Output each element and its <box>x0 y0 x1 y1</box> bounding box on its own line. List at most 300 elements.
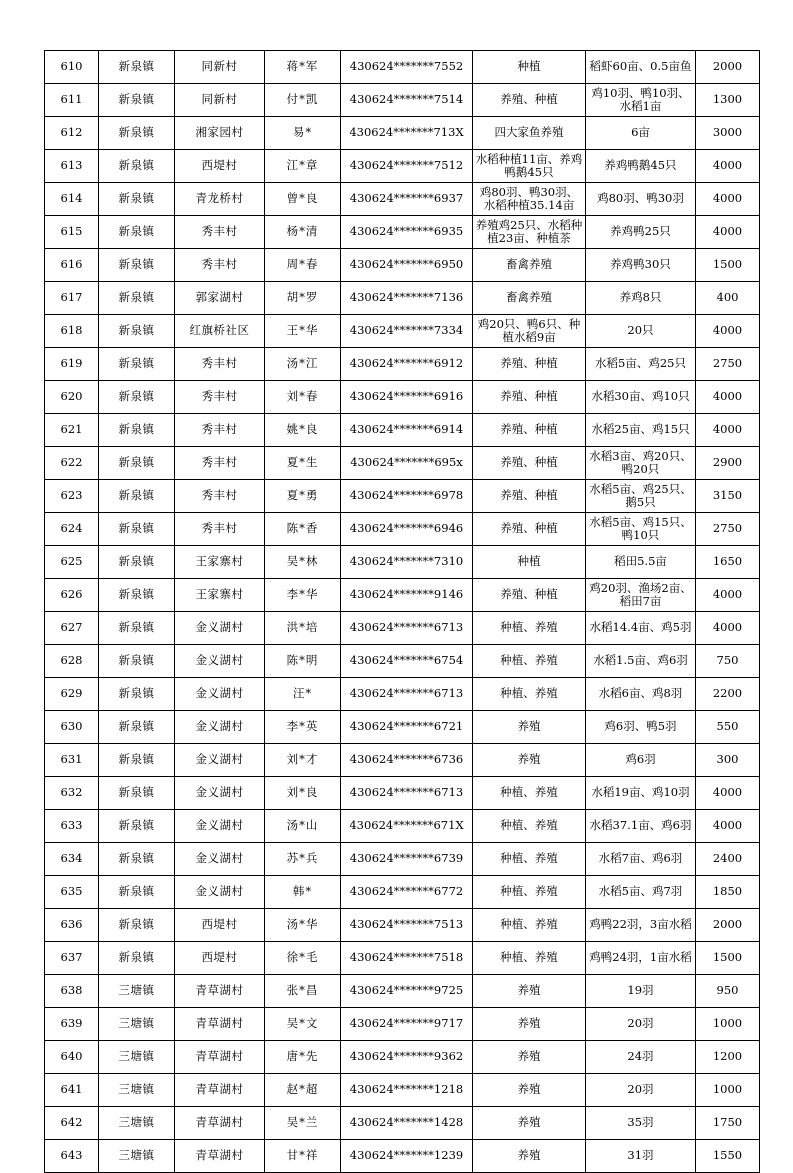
cell-id: 430624*******6946 <box>341 513 473 546</box>
cell-scale: 水稻19亩、鸡10羽 <box>586 777 696 810</box>
cell-type: 养殖 <box>473 711 586 744</box>
table-row <box>45 381 760 414</box>
cell-amount: 2750 <box>696 513 760 546</box>
cell-amount: 1000 <box>696 1074 760 1107</box>
cell-no: 620 <box>45 381 99 414</box>
cell-type: 养殖、种植 <box>473 348 586 381</box>
cell-type: 养殖、种植 <box>473 513 586 546</box>
cell-no: 614 <box>45 183 99 216</box>
cell-town: 三塘镇 <box>99 1107 175 1140</box>
cell-id: 430624*******695x <box>341 447 473 480</box>
cell-town: 新泉镇 <box>99 117 175 150</box>
cell-id: 430624*******9362 <box>341 1041 473 1074</box>
table-row <box>45 612 760 645</box>
cell-scale: 水稻5亩、鸡7羽 <box>586 876 696 909</box>
cell-name: 李*华 <box>265 579 341 612</box>
cell-no: 628 <box>45 645 99 678</box>
table-row <box>45 216 760 249</box>
cell-village: 金义湖村 <box>175 843 265 876</box>
cell-name: 易* <box>265 117 341 150</box>
cell-village: 青草湖村 <box>175 975 265 1008</box>
cell-village: 王家寨村 <box>175 579 265 612</box>
table-row <box>45 546 760 579</box>
cell-id: 430624*******6914 <box>341 414 473 447</box>
cell-scale: 水稻3亩、鸡20只、鸭20只 <box>586 447 696 480</box>
cell-name: 陈*明 <box>265 645 341 678</box>
cell-id: 430624*******9717 <box>341 1008 473 1041</box>
cell-scale: 水稻7亩、鸡6羽 <box>586 843 696 876</box>
cell-name: 赵*超 <box>265 1074 341 1107</box>
cell-type: 种植、养殖 <box>473 612 586 645</box>
cell-type: 养殖、种植 <box>473 480 586 513</box>
cell-id: 430624*******7512 <box>341 150 473 183</box>
table-row <box>45 480 760 513</box>
subsidy-table <box>44 50 760 1173</box>
cell-name: 洪*培 <box>265 612 341 645</box>
table-row <box>45 315 760 348</box>
cell-type: 养殖 <box>473 744 586 777</box>
cell-village: 西堤村 <box>175 942 265 975</box>
table-row <box>45 744 760 777</box>
cell-amount: 1500 <box>696 942 760 975</box>
cell-town: 新泉镇 <box>99 414 175 447</box>
cell-amount: 1200 <box>696 1041 760 1074</box>
cell-no: 640 <box>45 1041 99 1074</box>
cell-id: 430624*******6937 <box>341 183 473 216</box>
cell-amount: 1550 <box>696 1140 760 1173</box>
table-row <box>45 249 760 282</box>
cell-scale: 鸡6羽、鸭5羽 <box>586 711 696 744</box>
cell-scale: 20羽 <box>586 1074 696 1107</box>
cell-village: 金义湖村 <box>175 744 265 777</box>
cell-type: 种植、养殖 <box>473 645 586 678</box>
cell-no: 621 <box>45 414 99 447</box>
cell-id: 430624*******7552 <box>341 51 473 84</box>
cell-no: 643 <box>45 1140 99 1173</box>
cell-type: 养殖、种植 <box>473 414 586 447</box>
table-row <box>45 975 760 1008</box>
cell-id: 430624*******7136 <box>341 282 473 315</box>
cell-type: 养殖 <box>473 1140 586 1173</box>
cell-id: 430624*******6950 <box>341 249 473 282</box>
cell-town: 新泉镇 <box>99 678 175 711</box>
cell-scale: 鸡80羽、鸭30羽 <box>586 183 696 216</box>
table-row <box>45 678 760 711</box>
cell-town: 新泉镇 <box>99 216 175 249</box>
cell-no: 642 <box>45 1107 99 1140</box>
cell-scale: 水稻14.4亩、鸡5羽 <box>586 612 696 645</box>
cell-amount: 2200 <box>696 678 760 711</box>
cell-amount: 4000 <box>696 612 760 645</box>
cell-type: 四大家鱼养殖 <box>473 117 586 150</box>
cell-name: 杨*清 <box>265 216 341 249</box>
cell-no: 611 <box>45 84 99 117</box>
cell-id: 430624*******6912 <box>341 348 473 381</box>
cell-village: 秀丰村 <box>175 249 265 282</box>
table-row <box>45 1041 760 1074</box>
cell-type: 养殖、种植 <box>473 381 586 414</box>
cell-village: 秀丰村 <box>175 414 265 447</box>
cell-town: 新泉镇 <box>99 447 175 480</box>
table-row <box>45 282 760 315</box>
cell-town: 新泉镇 <box>99 843 175 876</box>
cell-id: 430624*******6978 <box>341 480 473 513</box>
cell-type: 种植、养殖 <box>473 909 586 942</box>
cell-town: 新泉镇 <box>99 51 175 84</box>
cell-type: 鸡20只、鸭6只、种植水稻9亩 <box>473 315 586 348</box>
cell-village: 秀丰村 <box>175 513 265 546</box>
table-row <box>45 1008 760 1041</box>
cell-no: 629 <box>45 678 99 711</box>
cell-scale: 水稻6亩、鸡8羽 <box>586 678 696 711</box>
cell-name: 汤*华 <box>265 909 341 942</box>
cell-amount: 4000 <box>696 216 760 249</box>
table-row <box>45 1107 760 1140</box>
cell-town: 三塘镇 <box>99 1074 175 1107</box>
cell-name: 徐*毛 <box>265 942 341 975</box>
cell-amount: 4000 <box>696 381 760 414</box>
cell-amount: 2900 <box>696 447 760 480</box>
cell-amount: 1850 <box>696 876 760 909</box>
cell-no: 616 <box>45 249 99 282</box>
cell-town: 新泉镇 <box>99 612 175 645</box>
cell-no: 630 <box>45 711 99 744</box>
cell-no: 631 <box>45 744 99 777</box>
cell-no: 627 <box>45 612 99 645</box>
cell-name: 夏*生 <box>265 447 341 480</box>
cell-amount: 300 <box>696 744 760 777</box>
cell-name: 周*春 <box>265 249 341 282</box>
cell-scale: 水稻30亩、鸡10只 <box>586 381 696 414</box>
cell-village: 秀丰村 <box>175 216 265 249</box>
cell-scale: 养鸡8只 <box>586 282 696 315</box>
cell-type: 养殖、种植 <box>473 447 586 480</box>
cell-amount: 4000 <box>696 579 760 612</box>
cell-scale: 鸡鸭24羽，1亩水稻 <box>586 942 696 975</box>
cell-scale: 鸡6羽 <box>586 744 696 777</box>
cell-town: 三塘镇 <box>99 975 175 1008</box>
cell-id: 430624*******9725 <box>341 975 473 1008</box>
table-body <box>45 51 760 1173</box>
cell-scale: 水稻1.5亩、鸡6羽 <box>586 645 696 678</box>
cell-type: 种植、养殖 <box>473 810 586 843</box>
cell-name: 刘*才 <box>265 744 341 777</box>
cell-scale: 6亩 <box>586 117 696 150</box>
cell-town: 三塘镇 <box>99 1140 175 1173</box>
cell-village: 青草湖村 <box>175 1008 265 1041</box>
cell-name: 汤*江 <box>265 348 341 381</box>
cell-type: 养殖鸡25只、水稻种植23亩、种植茶 <box>473 216 586 249</box>
cell-id: 430624*******6916 <box>341 381 473 414</box>
cell-town: 新泉镇 <box>99 546 175 579</box>
cell-type: 畜禽养殖 <box>473 249 586 282</box>
cell-type: 养殖 <box>473 1074 586 1107</box>
cell-no: 626 <box>45 579 99 612</box>
cell-village: 金义湖村 <box>175 777 265 810</box>
cell-name: 刘*春 <box>265 381 341 414</box>
cell-village: 金义湖村 <box>175 810 265 843</box>
table-row <box>45 843 760 876</box>
cell-name: 苏*兵 <box>265 843 341 876</box>
cell-id: 430624*******6935 <box>341 216 473 249</box>
cell-no: 636 <box>45 909 99 942</box>
cell-amount: 1300 <box>696 84 760 117</box>
cell-town: 新泉镇 <box>99 282 175 315</box>
cell-scale: 31羽 <box>586 1140 696 1173</box>
cell-village: 同新村 <box>175 51 265 84</box>
cell-amount: 1650 <box>696 546 760 579</box>
cell-id: 430624*******7514 <box>341 84 473 117</box>
cell-id: 430624*******6739 <box>341 843 473 876</box>
cell-town: 新泉镇 <box>99 777 175 810</box>
table-row <box>45 645 760 678</box>
cell-no: 623 <box>45 480 99 513</box>
cell-village: 秀丰村 <box>175 381 265 414</box>
cell-scale: 稻田5.5亩 <box>586 546 696 579</box>
cell-amount: 3150 <box>696 480 760 513</box>
cell-scale: 鸡鸭22羽，3亩水稻 <box>586 909 696 942</box>
cell-scale: 养鸡鸭30只 <box>586 249 696 282</box>
cell-town: 新泉镇 <box>99 480 175 513</box>
cell-town: 新泉镇 <box>99 315 175 348</box>
cell-no: 632 <box>45 777 99 810</box>
cell-no: 633 <box>45 810 99 843</box>
cell-no: 635 <box>45 876 99 909</box>
cell-no: 624 <box>45 513 99 546</box>
cell-amount: 950 <box>696 975 760 1008</box>
cell-name: 江*章 <box>265 150 341 183</box>
cell-id: 430624*******713X <box>341 117 473 150</box>
table-row <box>45 876 760 909</box>
cell-name: 陈*香 <box>265 513 341 546</box>
cell-town: 新泉镇 <box>99 744 175 777</box>
cell-name: 甘*祥 <box>265 1140 341 1173</box>
cell-no: 615 <box>45 216 99 249</box>
table-row <box>45 183 760 216</box>
cell-scale: 19羽 <box>586 975 696 1008</box>
cell-no: 639 <box>45 1008 99 1041</box>
cell-village: 青草湖村 <box>175 1074 265 1107</box>
cell-id: 430624*******6721 <box>341 711 473 744</box>
cell-type: 种植 <box>473 51 586 84</box>
cell-type: 养殖 <box>473 1107 586 1140</box>
cell-amount: 400 <box>696 282 760 315</box>
cell-amount: 550 <box>696 711 760 744</box>
cell-name: 夏*勇 <box>265 480 341 513</box>
cell-town: 新泉镇 <box>99 381 175 414</box>
cell-scale: 水稻5亩、鸡15只、鸭10只 <box>586 513 696 546</box>
cell-no: 638 <box>45 975 99 1008</box>
table-row <box>45 1140 760 1173</box>
cell-no: 625 <box>45 546 99 579</box>
cell-town: 新泉镇 <box>99 579 175 612</box>
cell-village: 金义湖村 <box>175 876 265 909</box>
cell-name: 吴*兰 <box>265 1107 341 1140</box>
cell-name: 汤*山 <box>265 810 341 843</box>
cell-village: 湘家园村 <box>175 117 265 150</box>
cell-id: 430624*******7334 <box>341 315 473 348</box>
cell-amount: 1500 <box>696 249 760 282</box>
cell-name: 刘*良 <box>265 777 341 810</box>
cell-town: 新泉镇 <box>99 348 175 381</box>
cell-village: 秀丰村 <box>175 480 265 513</box>
table-row <box>45 909 760 942</box>
cell-type: 种植、养殖 <box>473 777 586 810</box>
cell-type: 养殖、种植 <box>473 84 586 117</box>
cell-scale: 水稻25亩、鸡15只 <box>586 414 696 447</box>
cell-scale: 20只 <box>586 315 696 348</box>
table-row <box>45 711 760 744</box>
cell-no: 610 <box>45 51 99 84</box>
cell-type: 养殖 <box>473 1008 586 1041</box>
cell-name: 姚*良 <box>265 414 341 447</box>
cell-amount: 1000 <box>696 1008 760 1041</box>
cell-town: 三塘镇 <box>99 1008 175 1041</box>
cell-village: 青草湖村 <box>175 1140 265 1173</box>
cell-scale: 35羽 <box>586 1107 696 1140</box>
cell-amount: 4000 <box>696 810 760 843</box>
cell-id: 430624*******7513 <box>341 909 473 942</box>
cell-village: 红旗桥社区 <box>175 315 265 348</box>
cell-no: 618 <box>45 315 99 348</box>
cell-name: 韩* <box>265 876 341 909</box>
cell-type: 种植 <box>473 546 586 579</box>
cell-id: 430624*******9146 <box>341 579 473 612</box>
cell-scale: 水稻5亩、鸡25只、鹅5只 <box>586 480 696 513</box>
cell-scale: 20羽 <box>586 1008 696 1041</box>
cell-id: 430624*******6713 <box>341 678 473 711</box>
cell-amount: 4000 <box>696 183 760 216</box>
table-row <box>45 414 760 447</box>
cell-scale: 养鸡鸭25只 <box>586 216 696 249</box>
table-row <box>45 84 760 117</box>
cell-amount: 4000 <box>696 150 760 183</box>
cell-village: 金义湖村 <box>175 678 265 711</box>
table-row <box>45 447 760 480</box>
cell-amount: 1750 <box>696 1107 760 1140</box>
cell-scale: 水稻5亩、鸡25只 <box>586 348 696 381</box>
cell-id: 430624*******6772 <box>341 876 473 909</box>
cell-town: 新泉镇 <box>99 876 175 909</box>
cell-town: 新泉镇 <box>99 84 175 117</box>
cell-village: 青草湖村 <box>175 1041 265 1074</box>
cell-town: 新泉镇 <box>99 810 175 843</box>
cell-name: 吴*文 <box>265 1008 341 1041</box>
cell-scale: 24羽 <box>586 1041 696 1074</box>
cell-id: 430624*******6736 <box>341 744 473 777</box>
table-row <box>45 513 760 546</box>
table-row <box>45 117 760 150</box>
cell-name: 付*凯 <box>265 84 341 117</box>
cell-village: 金义湖村 <box>175 711 265 744</box>
cell-scale: 鸡20羽、渔场2亩、稻田7亩 <box>586 579 696 612</box>
cell-town: 新泉镇 <box>99 150 175 183</box>
cell-village: 青草湖村 <box>175 1107 265 1140</box>
cell-type: 种植、养殖 <box>473 843 586 876</box>
cell-name: 汪* <box>265 678 341 711</box>
cell-type: 鸡80羽、鸭30羽、水稻种植35.14亩 <box>473 183 586 216</box>
cell-type: 种植、养殖 <box>473 678 586 711</box>
cell-id: 430624*******6713 <box>341 777 473 810</box>
cell-name: 唐*先 <box>265 1041 341 1074</box>
cell-village: 金义湖村 <box>175 612 265 645</box>
cell-town: 新泉镇 <box>99 711 175 744</box>
cell-village: 西堤村 <box>175 150 265 183</box>
table-row <box>45 777 760 810</box>
cell-no: 622 <box>45 447 99 480</box>
cell-type: 水稻种植11亩、养鸡鸭鹅45只 <box>473 150 586 183</box>
cell-name: 吴*林 <box>265 546 341 579</box>
cell-name: 曾*良 <box>265 183 341 216</box>
cell-type: 养殖、种植 <box>473 579 586 612</box>
cell-amount: 4000 <box>696 315 760 348</box>
cell-no: 637 <box>45 942 99 975</box>
cell-name: 胡*罗 <box>265 282 341 315</box>
cell-amount: 4000 <box>696 777 760 810</box>
cell-town: 新泉镇 <box>99 645 175 678</box>
cell-name: 张*昌 <box>265 975 341 1008</box>
cell-type: 种植、养殖 <box>473 942 586 975</box>
cell-id: 430624*******1239 <box>341 1140 473 1173</box>
cell-no: 641 <box>45 1074 99 1107</box>
cell-no: 634 <box>45 843 99 876</box>
cell-town: 新泉镇 <box>99 942 175 975</box>
cell-scale: 稻虾60亩、0.5亩鱼 <box>586 51 696 84</box>
cell-scale: 养鸡鸭鹅45只 <box>586 150 696 183</box>
cell-amount: 2000 <box>696 909 760 942</box>
cell-type: 养殖 <box>473 1041 586 1074</box>
cell-no: 612 <box>45 117 99 150</box>
table-row <box>45 348 760 381</box>
cell-amount: 3000 <box>696 117 760 150</box>
cell-id: 430624*******7518 <box>341 942 473 975</box>
cell-village: 金义湖村 <box>175 645 265 678</box>
cell-amount: 2400 <box>696 843 760 876</box>
cell-id: 430624*******671X <box>341 810 473 843</box>
cell-id: 430624*******1428 <box>341 1107 473 1140</box>
cell-name: 王*华 <box>265 315 341 348</box>
table-row <box>45 1074 760 1107</box>
cell-village: 西堤村 <box>175 909 265 942</box>
cell-scale: 水稻37.1亩、鸡6羽 <box>586 810 696 843</box>
cell-town: 新泉镇 <box>99 183 175 216</box>
table-row <box>45 51 760 84</box>
cell-scale: 鸡10羽、鸭10羽、水稻1亩 <box>586 84 696 117</box>
cell-town: 新泉镇 <box>99 513 175 546</box>
cell-id: 430624*******6713 <box>341 612 473 645</box>
cell-town: 三塘镇 <box>99 1041 175 1074</box>
cell-village: 同新村 <box>175 84 265 117</box>
cell-name: 蒋*军 <box>265 51 341 84</box>
cell-no: 613 <box>45 150 99 183</box>
cell-id: 430624*******7310 <box>341 546 473 579</box>
cell-amount: 4000 <box>696 414 760 447</box>
cell-id: 430624*******6754 <box>341 645 473 678</box>
table-row <box>45 810 760 843</box>
cell-type: 养殖 <box>473 975 586 1008</box>
cell-village: 秀丰村 <box>175 447 265 480</box>
cell-town: 新泉镇 <box>99 909 175 942</box>
cell-village: 秀丰村 <box>175 348 265 381</box>
cell-amount: 2750 <box>696 348 760 381</box>
cell-village: 郭家湖村 <box>175 282 265 315</box>
cell-village: 青龙桥村 <box>175 183 265 216</box>
cell-id: 430624*******1218 <box>341 1074 473 1107</box>
cell-name: 李*英 <box>265 711 341 744</box>
table-row <box>45 579 760 612</box>
cell-no: 619 <box>45 348 99 381</box>
cell-village: 王家寨村 <box>175 546 265 579</box>
